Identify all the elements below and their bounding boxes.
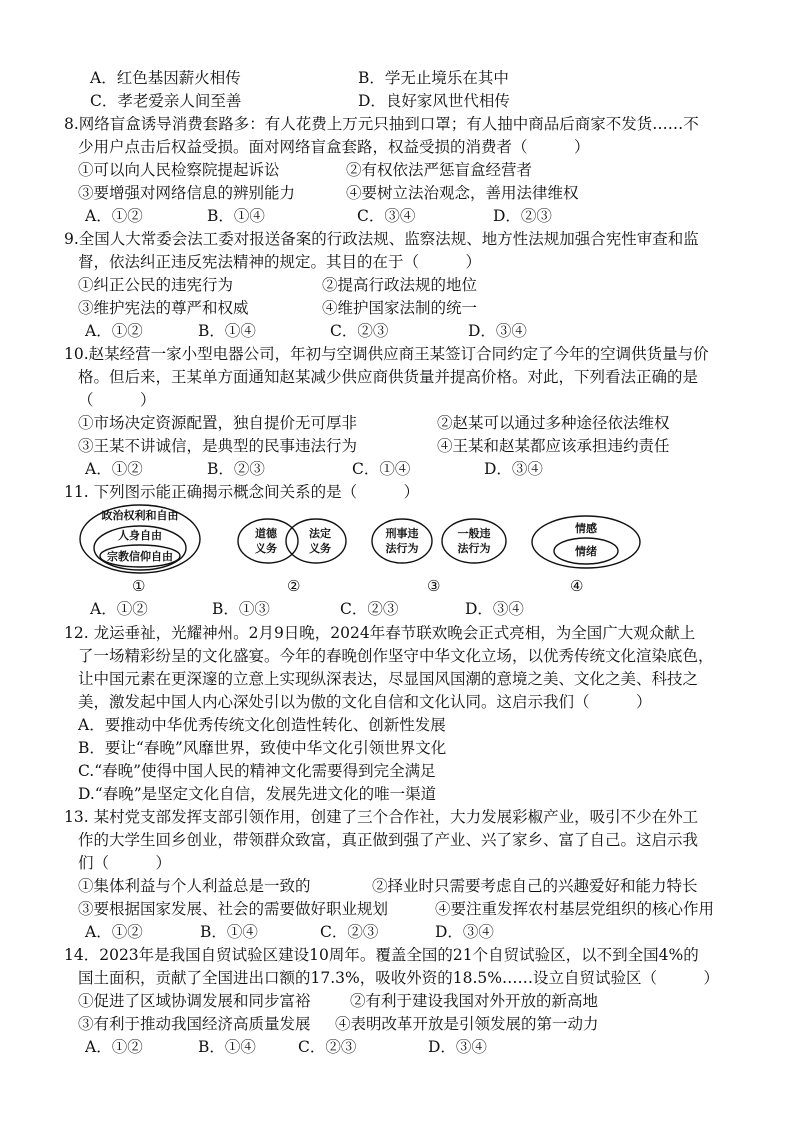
q13-option-d: D．③④ xyxy=(435,923,494,941)
diagram3-right-line1: 一般违 xyxy=(457,527,491,540)
q10-option-d: D．③④ xyxy=(484,460,543,478)
q12-stem-line-4: 美，激发起中国人内心深处引以为傲的文化自信和文化认同。这启示我们（ ） xyxy=(78,693,652,711)
q8-stem-line-1: 8.网络盲盒诱导消费套路多：有人花费上万元只抽到口罩；有人抽中商品后商家不发货……不 xyxy=(64,115,699,133)
q9-item-2: ②提高行政法规的地位 xyxy=(322,276,478,294)
q11-option-a: A．①② xyxy=(90,600,148,618)
q11-diagram-4 xyxy=(530,514,642,570)
q13-option-a: A．①② xyxy=(85,923,143,941)
q13-item-2: ②择业时只需要考虑自己的兴趣爱好和能力特长 xyxy=(372,877,698,895)
q12-stem-line-2: 了一场精彩纷呈的文化盛宴。今年的春晚创作坚守中华文化立场，以优秀传统文化渲染底色， xyxy=(78,647,714,665)
q8-option-b: B．①④ xyxy=(207,207,265,225)
q11-diagram-4-number: ④ xyxy=(570,577,584,595)
q11-option-b: B．①③ xyxy=(212,600,270,618)
q14-stem-line-1: 14．2023年是我国自贸试验区建设10周年。覆盖全国的21个自贸试验区，以不到全国4%的 xyxy=(64,946,699,964)
q11-option-d: D．③④ xyxy=(465,600,524,618)
q10-item-1: ①市场决定资源配置，独自提价无可厚非 xyxy=(78,414,358,432)
q8-option-a: A．①② xyxy=(85,207,143,225)
q12-stem-line-1: 12. 龙运垂祉，光耀神州。2月9日晚，2024年春节联欢晚会正式亮相，为全国广大观众献上 xyxy=(64,624,696,642)
q11-diagram-1 xyxy=(78,503,203,575)
q11-stem: 11. 下列图示能正确揭示概念间关系的是（ ） xyxy=(64,483,420,501)
q13-item-1: ①集体利益与个人利益总是一致的 xyxy=(78,877,311,895)
left-ellipse xyxy=(238,519,298,563)
left-ellipse xyxy=(372,519,432,563)
q9-item-1: ①纠正公民的违宪行为 xyxy=(78,276,234,294)
q7-option-d: D．良好家风世代相传 xyxy=(358,92,510,110)
q11-diagram-3 xyxy=(370,515,508,567)
q9-option-d: D．③④ xyxy=(468,322,527,340)
q7-option-b: B．学无止境乐在其中 xyxy=(358,69,509,87)
q13-item-3: ③要根据国家发展、社会的需要做好职业规划 xyxy=(78,900,389,918)
q13-option-b: B．①④ xyxy=(200,923,258,941)
q14-option-b: B．①④ xyxy=(198,1038,256,1056)
q10-item-3: ③王某不讲诚信，是典型的民事违法行为 xyxy=(78,437,358,455)
q12-option-b: B．要让“春晚”风靡世界，致使中华文化引领世界文化 xyxy=(78,739,447,757)
diagram3-right-line2: 法行为 xyxy=(457,542,491,555)
q13-item-4: ④要注重发挥农村基层党组织的核心作用 xyxy=(435,900,715,918)
q10-stem-line-2: 格。但后来，王某单方面通知赵某减少供应商供货量并提高价格。对此，下列看法正确的是 xyxy=(78,368,699,386)
diagram1-inner-label: 宗教信仰自由 xyxy=(107,550,173,563)
q10-item-2: ②赵某可以通过多种途径依法维权 xyxy=(437,414,670,432)
diagram1-outer-label: 政治权利和自由 xyxy=(101,509,179,522)
q9-option-c: C．②③ xyxy=(330,322,389,340)
right-ellipse xyxy=(442,519,506,563)
q12-option-c: C.“春晚”使得中国人民的精神文化需要得到完全满足 xyxy=(78,762,436,780)
q11-diagram-2-number: ② xyxy=(287,577,301,595)
diagram3-left-line2: 法行为 xyxy=(385,542,419,555)
diagram2-right-line1: 法定 xyxy=(309,527,331,540)
q11-diagram-1-number: ① xyxy=(132,577,146,595)
right-ellipse xyxy=(286,519,346,563)
q10-stem-line-1: 10.赵某经营一家小型电器公司，年初与空调供应商王某签订合同约定了今年的空调供货量与价 xyxy=(64,345,709,363)
q14-item-2: ②有利于建设我国对外开放的新高地 xyxy=(350,992,599,1010)
q14-item-3: ③有利于推动我国经济高质量发展 xyxy=(78,1015,311,1033)
q14-stem-line-2: 国土面积，贡献了全国进出口额的17.3%，吸收外资的18.5%……设立自贸试验区（ ） xyxy=(78,969,719,987)
q8-item-2: ②有权依法严惩盲盒经营者 xyxy=(346,161,533,179)
q14-option-c: C．②③ xyxy=(298,1038,357,1056)
q13-stem-line-3: 们（ ） xyxy=(78,854,172,872)
q8-option-d: D．②③ xyxy=(493,207,552,225)
q9-item-4: ④维护国家法制的统一 xyxy=(322,299,478,317)
q10-stem-line-3: （ ） xyxy=(78,391,156,409)
q11-diagram-2 xyxy=(236,515,348,567)
q14-item-4: ④表明改革开放是引领发展的第一动力 xyxy=(335,1015,599,1033)
q13-stem-line-2: 作的大学生回乡创业，带领群众致富，真正做到强了产业、兴了家乡、富了自己。这启示我 xyxy=(78,831,699,849)
q10-option-b: B．②③ xyxy=(207,460,265,478)
q8-item-1: ①可以向人民检察院提起诉讼 xyxy=(78,161,280,179)
q14-item-1: ①促进了区域协调发展和同步富裕 xyxy=(78,992,311,1010)
q9-stem-line-2: 督，依法纠正违反宪法精神的规定。其目的在于（ ） xyxy=(78,253,482,271)
q11-option-c: C．②③ xyxy=(340,600,399,618)
q12-option-a: A．要推动中华优秀传统文化创造性转化、创新性发展 xyxy=(78,716,446,734)
q8-item-3: ③要增强对网络信息的辨别能力 xyxy=(78,184,296,202)
q14-option-a: A．①② xyxy=(85,1038,143,1056)
diagram4-inner-label: 情绪 xyxy=(575,545,597,558)
diagram3-left-line1: 刑事违 xyxy=(385,527,419,540)
diagram2-left-line2: 义务 xyxy=(255,542,277,555)
q12-stem-line-3: 让中国元素在更深邃的立意上实现纵深表达，尽显国风国潮的意境之美、文化之美、科技之 xyxy=(78,670,699,688)
q9-option-b: B．①④ xyxy=(198,322,256,340)
q8-stem-line-2: 少用户点击后权益受损。面对网络盲盒套路，权益受损的消费者（ ） xyxy=(78,138,590,156)
q13-stem-line-1: 13. 某村党支部发挥支部引领作用，创建了三个合作社，大力发展彩椒产业，吸引不少在外工 xyxy=(64,808,699,826)
q13-option-c: C．②③ xyxy=(320,923,379,941)
diagram1-middle-label: 人身自由 xyxy=(118,529,162,542)
diagram2-left-line1: 道德 xyxy=(255,527,277,540)
q8-item-4: ④要树立法治观念，善用法律维权 xyxy=(346,184,579,202)
diagram2-right-line2: 义务 xyxy=(309,542,331,555)
q7-option-c: C．孝老爱亲人间至善 xyxy=(90,92,242,110)
q12-option-d: D.“春晚”是坚定文化自信，发展先进文化的唯一渠道 xyxy=(78,785,437,803)
q10-option-c: C．①④ xyxy=(352,460,411,478)
diagram4-outer-label: 情感 xyxy=(575,522,597,535)
q7-option-a: A．红色基因薪火相传 xyxy=(90,69,241,87)
q10-option-a: A．①② xyxy=(85,460,143,478)
q8-option-c: C．③④ xyxy=(357,207,416,225)
q9-item-3: ③维护宪法的尊严和权威 xyxy=(78,299,249,317)
q11-diagram-3-number: ③ xyxy=(427,577,441,595)
q10-item-4: ④王某和赵某都应该承担违约责任 xyxy=(437,437,670,455)
q9-option-a: A．①② xyxy=(85,322,143,340)
q14-option-d: D．③④ xyxy=(428,1038,487,1056)
q9-stem-line-1: 9.全国人大常委会法工委对报送备案的行政法规、监察法规、地方性法规加强合宪性审查和监 xyxy=(64,230,699,248)
